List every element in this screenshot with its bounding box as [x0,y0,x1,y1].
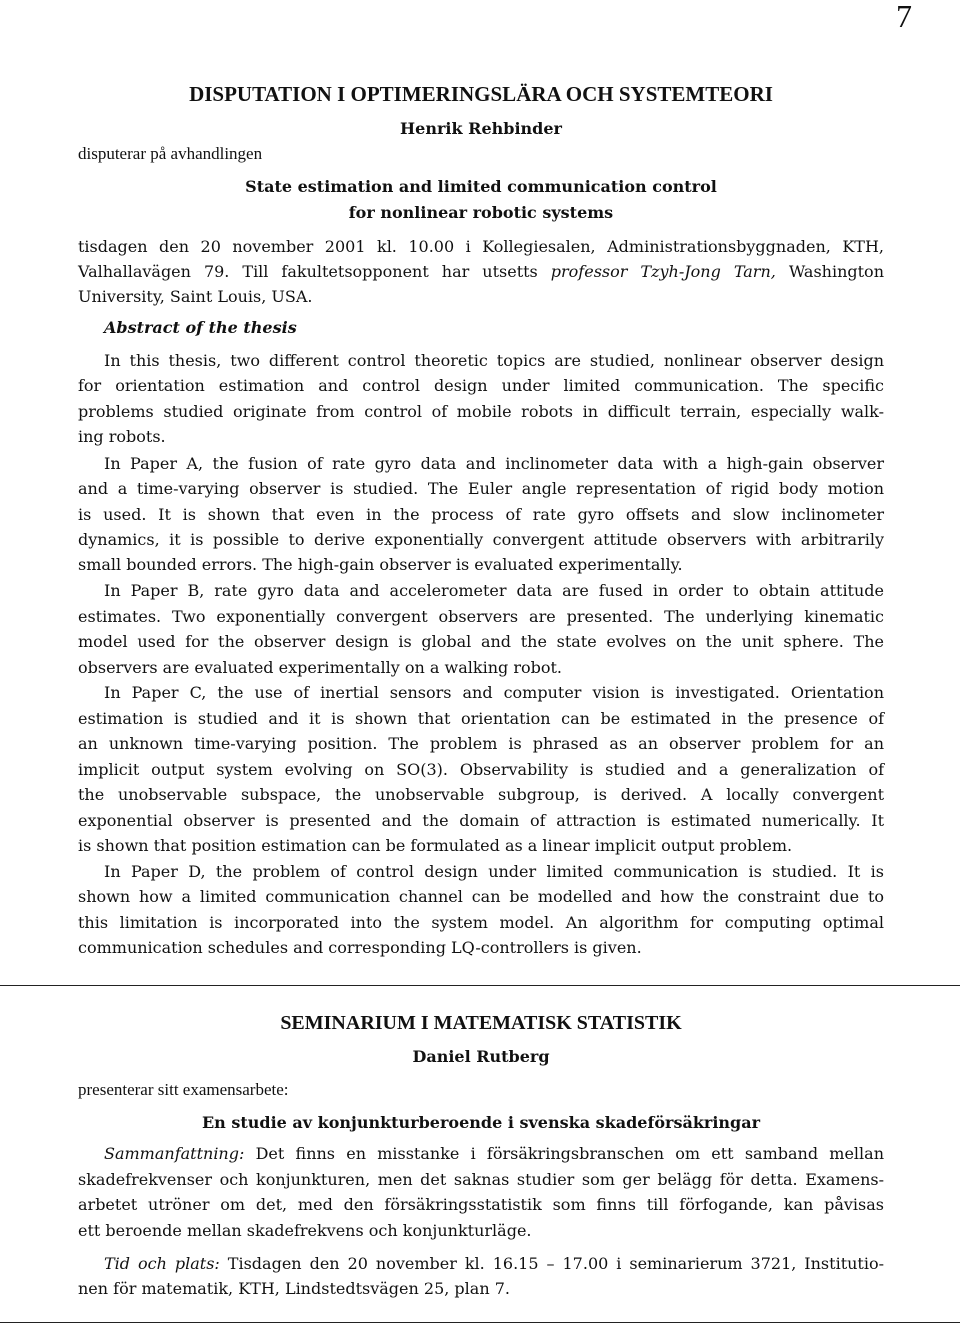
page-number: 7 [896,0,912,34]
thesis-title-line1: State estimation and limited communication control [245,177,717,196]
section2-intro: presenterar sitt examensarbete: [78,1080,289,1099]
abstract-line: In this thesis, two different control theoretic topics are studied, nonlinear observer design [104,351,884,370]
summary-label: Sammanfattning: [104,1144,245,1163]
abstract-line: is used. It is shown that even in the process of rate gyro offsets and slow inclinometer [78,505,884,524]
abstract-line: implicit output system evolving on SO(3). Observability is studied and a generalization of [78,760,884,779]
summary-text: Det finns en misstanke i försäkringsbranschen om ett samband mellan [244,1144,884,1163]
abstract-line: dynamics, it is possible to derive exponentially convergent attitude observers with arbitrarily [78,530,884,549]
time-place-line1 [104,1254,884,1274]
summary-line2: skadefrekvenser och konjunkturen, men det saknas studier som ger belägg för detta. Examens- [78,1170,884,1189]
summary-line4: ett beroende mellan skadefrekvens och konjunkturläge. [78,1221,532,1240]
abstract-line: and a time-varying observer is studied. The Euler angle representation of rigid body motion [78,479,884,498]
section-divider [0,985,960,986]
abstract-line: In Paper D, the problem of control design under limited communication is studied. It is [104,862,884,881]
abstract-heading: Abstract of the thesis [104,318,297,337]
abstract-line: estimation is studied and it is shown that orientation can be estimated in the presence of [78,709,884,728]
summary-line3: arbetet utröner om det, med den försäkringsstatistik som finns till förfogande, kan påvisas [78,1195,884,1214]
abstract-line: an unknown time-varying position. The problem is phrased as an observer problem for an [78,734,884,753]
abstract-line: exponential observer is presented and the domain of attraction is estimated numerically. It [78,811,884,830]
thesis-title-line2: for nonlinear robotic systems [348,203,614,222]
opponent-name: professor Tzyh-Jong Tarn, [550,262,776,281]
info-text-a: Valhallavägen 79. Till fakultetsopponent har utsetts [78,262,551,281]
section1-author: Henrik Rehbinder [400,119,562,138]
abstract-line: this limitation is incorporated into the system model. An algorithm for computing optimal [78,913,884,932]
info-text-c: Washington [775,262,884,281]
time-place-line2: nen för matematik, KTH, Lindstedtsvägen 25, plan 7. [78,1279,510,1298]
section1-heading: DISPUTATION I OPTIMERINGSLÄRA OCH SYSTEMTEORI [189,82,773,106]
abstract-line: estimates. Two exponentially convergent observers are presented. The underlying kinematic [78,607,884,626]
bottom-rule [0,1322,960,1323]
abstract-line: shown how a limited communication channel can be modelled and how the constraint due to [78,887,884,906]
abstract-line: for orientation estimation and control design under limited communication. The specific [78,376,884,395]
defense-info-line3: University, Saint Louis, USA. [78,287,313,306]
abstract-line: observers are evaluated experimentally on a walking robot. [78,658,562,677]
abstract-line: the unobservable subspace, the unobservable subgroup, is derived. A locally convergent [78,785,884,804]
summary-line1 [104,1144,884,1164]
abstract-line: In Paper A, the fusion of rate gyro data and inclinometer data with a high-gain observer [104,454,884,473]
defense-info-line2 [78,262,884,282]
abstract-line: is shown that position estimation can be formulated as a linear implicit output problem. [78,836,793,855]
section2-author: Daniel Rutberg [412,1047,550,1066]
time-text: Tisdagen den 20 november kl. 16.15 – 17.00 i seminarierum 3721, Institutio- [219,1254,885,1273]
defense-info-line1: tisdagen den 20 november 2001 kl. 10.00 i Kollegiesalen, Administrationsbyggnaden, KTH, [78,237,884,256]
section2-heading: SEMINARIUM I MATEMATISK STATISTIK [280,1012,682,1034]
abstract-line: In Paper C, the use of inertial sensors and computer vision is investigated. Orientation [104,683,884,702]
section2-title: En studie av konjunkturberoende i svenska skadeförsäkringar [201,1113,761,1132]
abstract-line: model used for the observer design is global and the state evolves on the unit sphere. The [78,632,884,651]
abstract-line: ing robots. [78,427,166,446]
abstract-line: problems studied originate from control of mobile robots in difficult terrain, especially walk- [78,402,884,421]
abstract-line: small bounded errors. The high-gain observer is evaluated experimentally. [78,555,683,574]
abstract-line: In Paper B, rate gyro data and accelerometer data are fused in order to obtain attitude [104,581,884,600]
section1-intro: disputerar på avhandlingen [78,144,263,163]
time-label: Tid och plats: [104,1254,220,1273]
abstract-line: communication schedules and corresponding LQ-controllers is given. [78,938,642,957]
